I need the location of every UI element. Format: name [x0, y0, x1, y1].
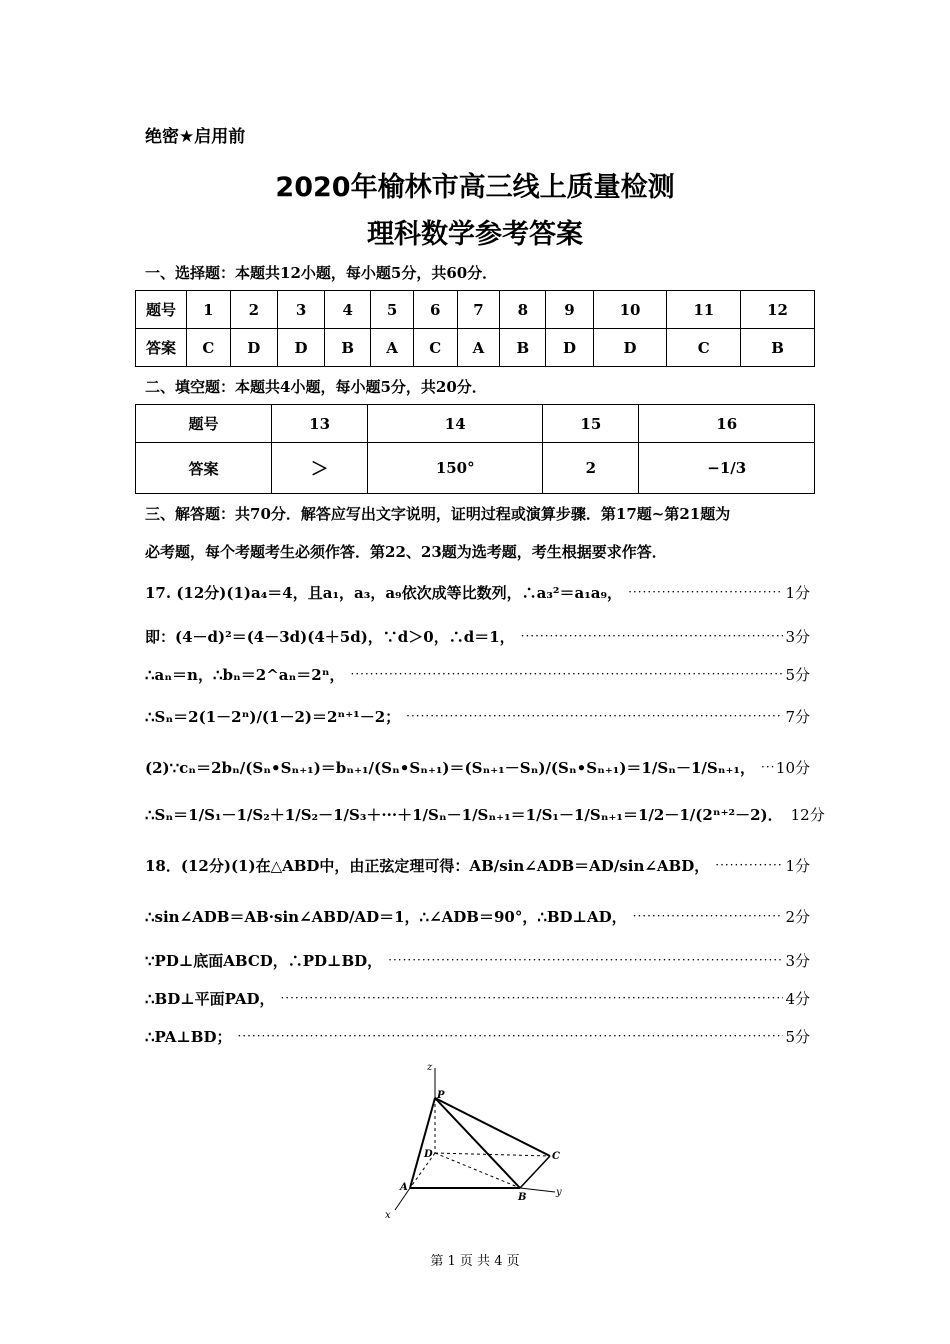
solution-line: [145, 946, 810, 974]
figure-label: P: [437, 1090, 445, 1101]
leader-dots: [628, 585, 783, 599]
table-cell: D: [230, 329, 277, 367]
leader-dots: [280, 991, 783, 1005]
pa-edge: [410, 1098, 435, 1188]
table-cell: 7: [457, 291, 500, 329]
solution-text: ∴aₙ＝n，∴bₙ＝2^aₙ＝2ⁿ，: [145, 665, 345, 684]
solution-text: ∴Sₙ＝1/S₁－1/S₂＋1/S₂－1/S₃＋···＋1/Sₙ－1/Sₙ₊₁＝1/S₁－1/Sₙ₊₁＝1/2－1/(2ⁿ⁺²－2)．: [145, 805, 783, 824]
table-cell: 15: [543, 405, 639, 443]
score-label: 10分: [775, 758, 810, 777]
leader-dots: [388, 953, 783, 967]
figure-label: y: [556, 1187, 562, 1198]
pyramid-figure: [380, 1058, 580, 1223]
table-cell: 16: [639, 405, 815, 443]
table-cell: C: [413, 329, 457, 367]
section2-heading: 二、填空题：本题共4小题，每小题5分，共20分．: [145, 378, 487, 396]
table-cell: 11: [667, 291, 741, 329]
choice-answer-table: [135, 290, 815, 367]
pb-edge: [435, 1098, 520, 1188]
solution-line: [145, 800, 825, 828]
row-label: 题号: [136, 291, 187, 329]
table-cell: 150°: [368, 443, 543, 494]
score-label: 7分: [785, 707, 810, 726]
confidential-label: 绝密★启用前: [145, 127, 246, 147]
table-cell: B: [325, 329, 371, 367]
solution-line: [145, 660, 810, 688]
solution-line: [145, 851, 810, 879]
score-label: 3分: [785, 951, 810, 970]
solution-text: ∴PA⊥BD；: [145, 1027, 232, 1046]
solution-line: [145, 622, 810, 650]
row-label: 答案: [136, 443, 272, 494]
solution-line: [145, 578, 810, 606]
pc-edge: [435, 1098, 550, 1156]
fill-answer-table: [135, 404, 815, 494]
solution-line: [145, 702, 810, 730]
bc-edge: [520, 1156, 550, 1188]
db-edge: [435, 1153, 520, 1188]
leader-dots: [237, 1029, 783, 1043]
table-row: [136, 291, 815, 329]
table-cell: 4: [325, 291, 371, 329]
score-label: 2分: [785, 907, 810, 926]
solution-line: [145, 1022, 810, 1050]
table-row: [136, 329, 815, 367]
figure-label: x: [385, 1210, 391, 1221]
table-cell: D: [277, 329, 324, 367]
table-cell: 8: [500, 291, 546, 329]
table-cell: C: [187, 329, 231, 367]
table-row: [136, 405, 815, 443]
table-cell: A: [457, 329, 500, 367]
figure-label: C: [552, 1151, 560, 1162]
figure-label: A: [400, 1182, 408, 1193]
page-subtitle: 理科数学参考答案: [367, 219, 583, 250]
score-label: 12分: [790, 805, 825, 824]
table-cell: D: [546, 329, 593, 367]
solution-text: ∴sin∠ADB＝AB·sin∠ABD/AD＝1，∴∠ADB＝90°，∴BD⊥AD，: [145, 907, 627, 926]
table-cell: 2: [543, 443, 639, 494]
solution-line: [145, 753, 810, 781]
table-cell: 9: [546, 291, 593, 329]
table-cell: B: [500, 329, 546, 367]
section3-heading-line2: 必考题，每个考题考生必须作答．第22、23题为选考题，考生根据要求作答．: [145, 543, 667, 561]
table-cell: B: [741, 329, 815, 367]
page-footer: 第 1 页 共 4 页: [430, 1254, 520, 1269]
figure-label: D: [424, 1149, 433, 1160]
score-label: 5分: [785, 665, 810, 684]
table-cell: −1/3: [639, 443, 815, 494]
table-cell: 5: [371, 291, 414, 329]
row-label: 答案: [136, 329, 187, 367]
table-cell: ＞: [272, 443, 368, 494]
solution-text: ∴BD⊥平面PAD，: [145, 989, 275, 1008]
solution-line: [145, 984, 810, 1012]
solution-text: ∴Sₙ＝2(1－2ⁿ)/(1－2)＝2ⁿ⁺¹－2；: [145, 707, 401, 726]
solution-text: 17. (12分)(1)a₄＝4，且a₁，a₃，a₉依次成等比数列，∴a₃²＝a₁a₉，: [145, 583, 623, 602]
solution-text: (2)∵cₙ＝2bₙ/(Sₙ•Sₙ₊₁)＝bₙ₊₁/(Sₙ•Sₙ₊₁)＝(Sₙ₊₁－Sₙ)/(Sₙ•Sₙ₊₁)＝1/Sₙ－1/Sₙ₊₁，: [145, 758, 755, 777]
score-label: 5分: [785, 1027, 810, 1046]
leader-dots: [761, 760, 774, 774]
table-cell: 6: [413, 291, 457, 329]
leader-dots: [521, 629, 784, 643]
table-cell: 1: [187, 291, 231, 329]
section3-heading-line1: 三、解答题：共70分．解答应写出文字说明，证明过程或演算步骤．第17题~第21题为: [145, 505, 731, 523]
page-title: 2020年榆林市高三线上质量检测: [275, 172, 675, 203]
table-cell: 12: [741, 291, 815, 329]
table-cell: 13: [272, 405, 368, 443]
dc-edge: [435, 1153, 550, 1156]
table-cell: C: [667, 329, 741, 367]
solution-line: [145, 902, 810, 930]
table-cell: 10: [593, 291, 667, 329]
section1-heading: 一、选择题：本题共12小题，每小题5分，共60分．: [145, 264, 498, 282]
table-cell: 3: [277, 291, 324, 329]
solution-text: ∵PD⊥底面ABCD，∴PD⊥BD，: [145, 951, 383, 970]
score-label: 3分: [785, 627, 810, 646]
table-row: [136, 443, 815, 494]
figure-label: z: [427, 1062, 433, 1073]
table-cell: 14: [368, 405, 543, 443]
leader-dots: [406, 709, 783, 723]
figure-label: B: [518, 1192, 527, 1203]
leader-dots: [351, 667, 784, 681]
score-label: 4分: [785, 989, 810, 1008]
score-label: 1分: [785, 856, 810, 875]
table-cell: D: [593, 329, 667, 367]
leader-dots: [633, 909, 784, 923]
solution-text: 即：(4－d)²＝(4－3d)(4＋5d)，∵d＞0，∴d＝1，: [145, 627, 515, 646]
table-cell: 2: [230, 291, 277, 329]
table-cell: A: [371, 329, 414, 367]
solution-text: 18．(12分)(1)在△ABD中，由正弦定理可得：AB/sin∠ADB＝AD/sin∠ABD，: [145, 856, 710, 875]
row-label: 题号: [136, 405, 272, 443]
score-label: 1分: [785, 583, 810, 602]
leader-dots: [715, 858, 783, 872]
